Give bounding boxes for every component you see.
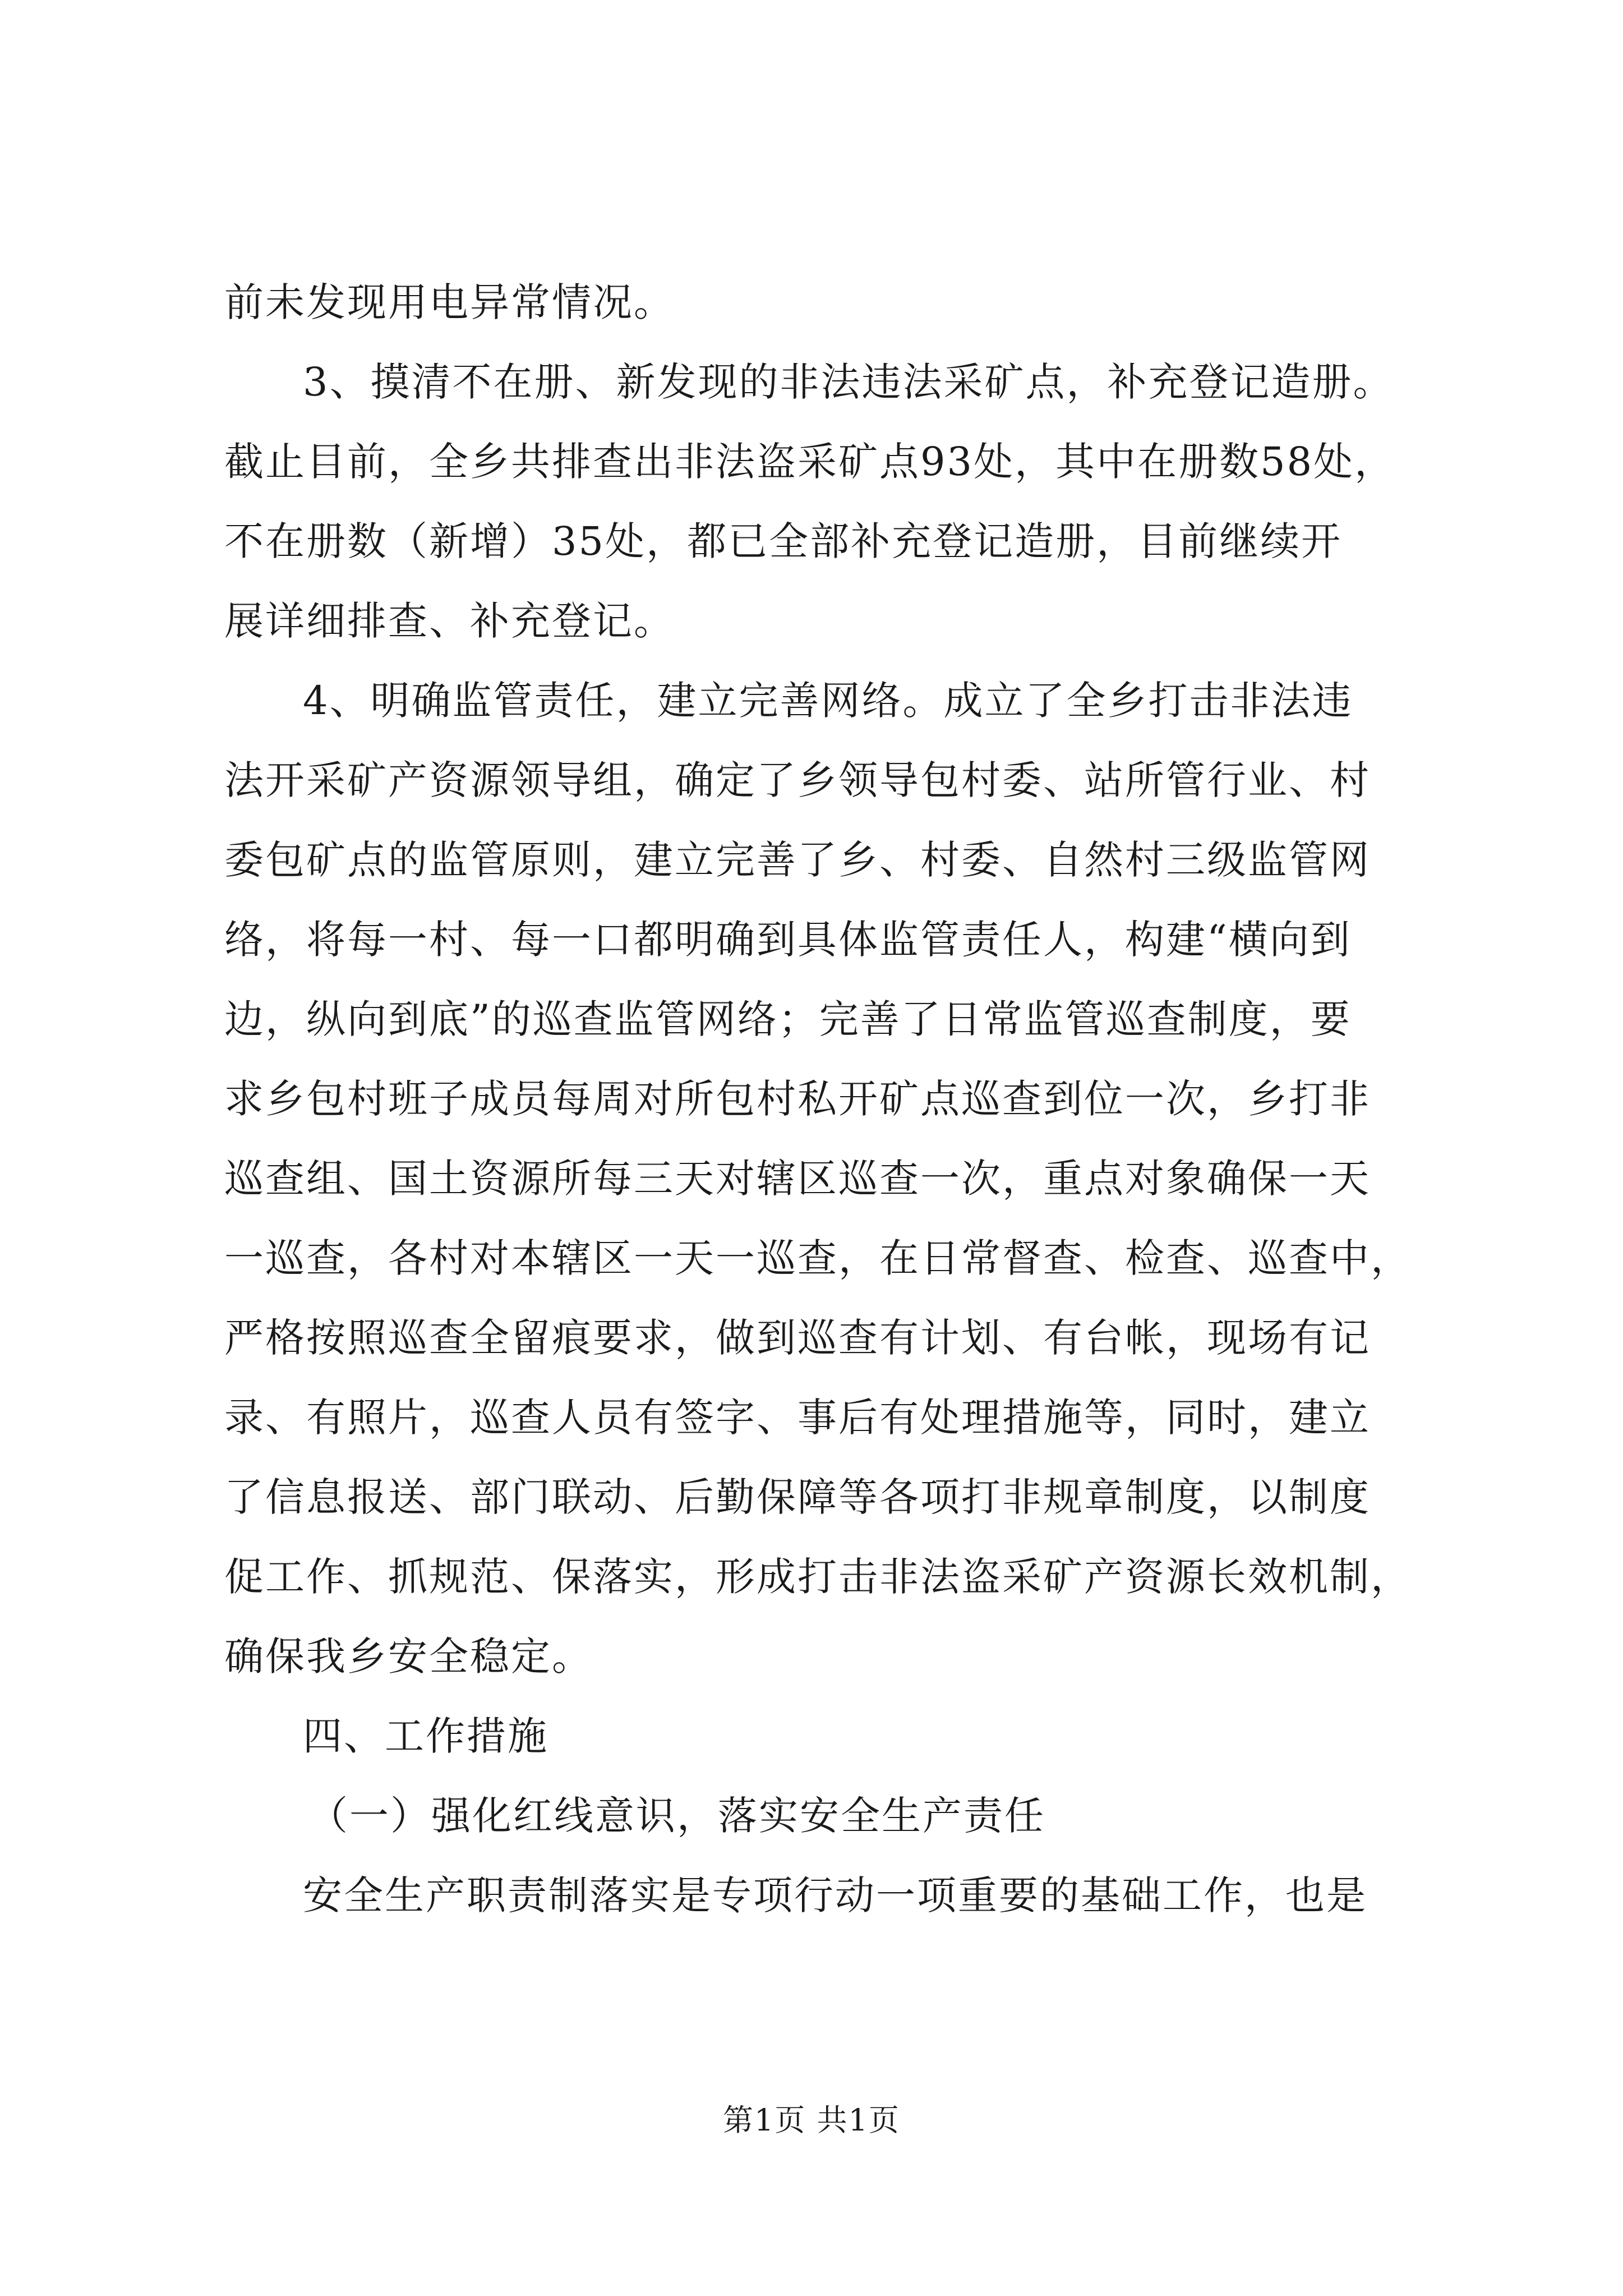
text-line: 法开采矿产资源领导组，确定了乡领导包村委、站所管行业、村 [224,757,1371,803]
text-line: 巡查组、国土资源所每三天对辖区巡查一次，重点对象确保一天 [224,1156,1371,1202]
text-line: 络，将每一村、每一口都明确到具体监管责任人，构建“横向到 [224,917,1352,963]
document-body [224,263,1419,1935]
text-line: 求乡包村班子成员每周对所包村私开矿点巡查到位一次，乡打非 [224,1076,1371,1122]
text-line: 了信息报送、部门联动、后勤保障等各项打非规章制度，以制度 [224,1474,1371,1520]
text-line: 录、有照片，巡查人员有签字、事后有处理措施等，同时，建立 [224,1395,1371,1441]
section-heading: 四、工作措施 [303,1713,548,1759]
text-line: 不在册数（新增）35处，都已全部补充登记造册，目前继续开 [224,518,1343,564]
text-line: 一巡查，各村对本辖区一天一巡查，在日常督查、检查、巡查中， [224,1235,1412,1281]
text-line: 确保我乡安全稳定。 [224,1634,593,1680]
text-line: 严格按照巡查全留痕要求，做到巡查有计划、有台帐，现场有记 [224,1315,1371,1361]
page-footer: 第1页 共1页 [723,2102,900,2138]
text-line: 截止目前，全乡共排查出非法盗采矿点93处，其中在册数58处， [224,439,1396,485]
text-line: 4、明确监管责任，建立完善网络。成立了全乡打击非法违 [303,678,1353,724]
text-line: 展详细排查、补充登记。 [224,598,675,644]
text-line: 前未发现用电异常情况。 [224,279,675,325]
text-line: 边，纵向到底”的巡查监管网络；完善了日常监管巡查制度，要 [224,996,1352,1042]
text-line: 3、摸清不在册、新发现的非法违法采矿点，补充登记造册。 [303,359,1394,405]
text-line: 促工作、抓规范、保落实，形成打击非法盗采矿产资源长效机制， [224,1554,1412,1600]
subsection-heading: （一）强化红线意识，落实安全生产责任 [308,1793,1045,1839]
text-line: 安全生产职责制落实是专项行动一项重要的基础工作，也是 [303,1872,1367,1918]
text-line: 委包矿点的监管原则，建立完善了乡、村委、自然村三级监管网 [224,837,1371,883]
